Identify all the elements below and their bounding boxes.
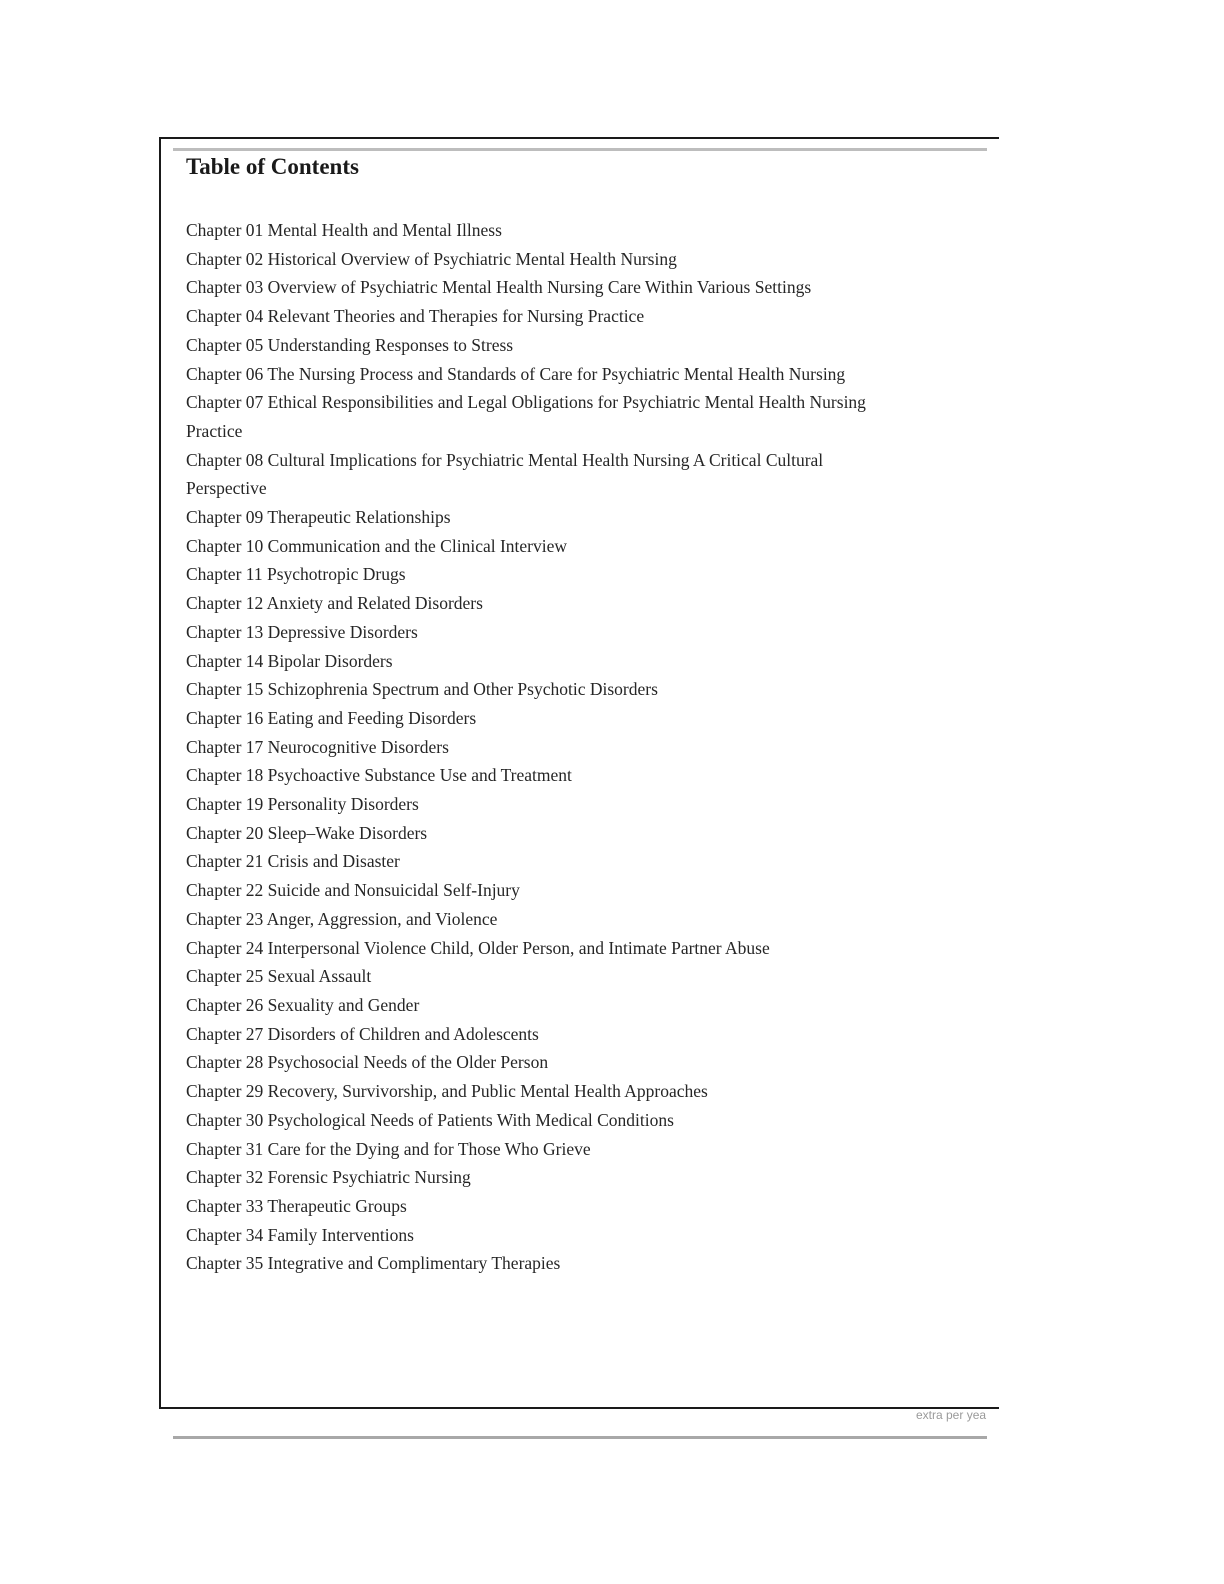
list-item: Chapter 06 The Nursing Process and Standards of Care for Psychiatric Mental Health Nursing (186, 363, 846, 384)
list-item: Chapter 32 Forensic Psychiatric Nursing (186, 1167, 471, 1188)
list-item: Chapter 34 Family Interventions (186, 1224, 414, 1245)
list-item: Chapter 08 Cultural Implications for Psychiatric Mental Health Nursing A Critical Cultural Perspective (186, 449, 824, 499)
list-item: Chapter 12 Anxiety and Related Disorders (186, 593, 483, 614)
list-item: Chapter 19 Personality Disorders (186, 794, 419, 815)
list-item: Chapter 17 Neurocognitive Disorders (186, 736, 449, 757)
list-item: Chapter 09 Therapeutic Relationships (186, 507, 451, 528)
list-item: Chapter 14 Bipolar Disorders (186, 650, 393, 671)
list-item: Chapter 04 Relevant Theories and Therapies for Nursing Practice (186, 306, 645, 327)
chapter-list (186, 216, 886, 1278)
list-item: Chapter 25 Sexual Assault (186, 966, 372, 987)
list-item: Chapter 23 Anger, Aggression, and Violence (186, 908, 498, 929)
list-item: Chapter 35 Integrative and Complimentary Therapies (186, 1253, 561, 1274)
list-item: Chapter 16 Eating and Feeding Disorders (186, 707, 477, 728)
footer-note: extra per yea (916, 1408, 987, 1422)
bottom-divider (173, 1436, 987, 1439)
list-item: Chapter 13 Depressive Disorders (186, 621, 418, 642)
list-item: Chapter 03 Overview of Psychiatric Mental Health Nursing Care Within Various Settings (186, 277, 812, 298)
list-item: Chapter 07 Ethical Responsibilities and Legal Obligations for Psychiatric Mental Health Nursing Practice (186, 392, 866, 441)
list-item: Chapter 15 Schizophrenia Spectrum and Other Psychotic Disorders (186, 679, 658, 700)
list-item: Chapter 05 Understanding Responses to Stress (186, 334, 514, 355)
list-item: Chapter 01 Mental Health and Mental Illness (186, 220, 502, 240)
page-title: Table of Contents (186, 154, 359, 179)
list-item: Chapter 33 Therapeutic Groups (186, 1195, 407, 1216)
list-item: Chapter 29 Recovery, Survivorship, and Public Mental Health Approaches (186, 1081, 708, 1102)
list-item: Chapter 10 Communication and the Clinical Interview (186, 535, 568, 556)
list-item: Chapter 21 Crisis and Disaster (186, 851, 400, 872)
list-item: Chapter 30 Psychological Needs of Patients With Medical Conditions (186, 1109, 674, 1130)
list-item: Chapter 27 Disorders of Children and Adolescents (186, 1023, 539, 1044)
list-item: Chapter 26 Sexuality and Gender (186, 994, 420, 1015)
list-item: Chapter 20 Sleep–Wake Disorders (186, 822, 428, 843)
list-item: Chapter 28 Psychosocial Needs of the Older Person (186, 1052, 549, 1073)
list-item: Chapter 18 Psychoactive Substance Use and Treatment (186, 765, 572, 786)
list-item: Chapter 22 Suicide and Nonsuicidal Self-Injury (186, 880, 520, 901)
list-item: Chapter 11 Psychotropic Drugs (186, 564, 406, 585)
list-item: Chapter 02 Historical Overview of Psychiatric Mental Health Nursing (186, 248, 677, 269)
list-item: Chapter 31 Care for the Dying and for Those Who Grieve (186, 1138, 591, 1159)
list-item: Chapter 24 Interpersonal Violence Child, Older Person, and Intimate Partner Abuse (186, 937, 770, 958)
